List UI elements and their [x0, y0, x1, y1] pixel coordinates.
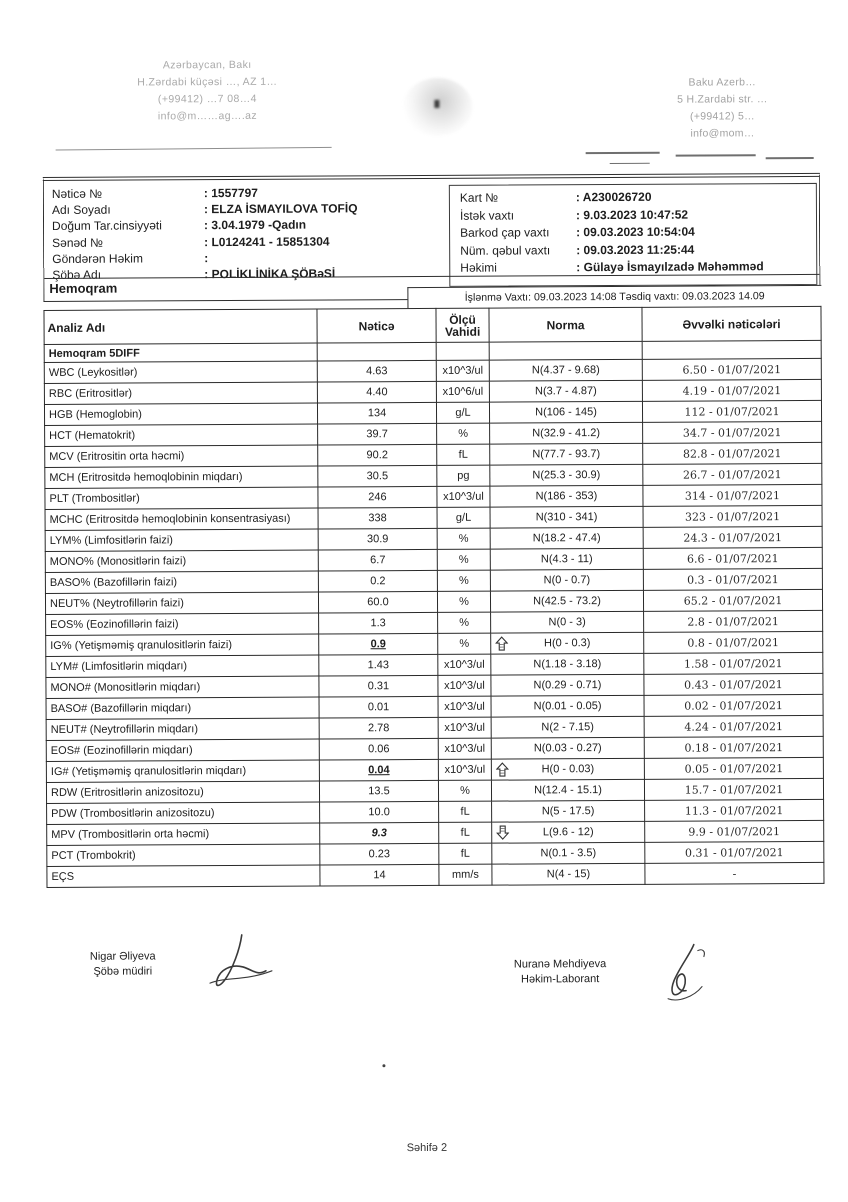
patient-fields: [52, 184, 358, 283]
result-cell: 0.06: [319, 738, 438, 760]
unit-cell: %: [437, 549, 490, 570]
previous-result-cell: 0.02 - 01/07/2021: [644, 694, 823, 716]
norm-cell: [490, 590, 643, 612]
unit-cell: %: [437, 591, 490, 612]
previous-result-cell: 112 - 01/07/2021: [642, 400, 821, 422]
analysis-name-cell: LYM% (Limfositlərin faizi): [45, 529, 318, 551]
field-value: : 1557797: [203, 185, 258, 201]
previous-result-cell: -: [645, 862, 824, 884]
analysis-name-cell: HGB (Hemoglobin): [44, 403, 317, 425]
results-table: [43, 306, 824, 888]
norm-value: L(9.6 - 12): [542, 826, 594, 839]
result-cell: 0.31: [319, 675, 438, 697]
norm-cell: [491, 695, 644, 717]
high-flag-icon: [495, 636, 508, 651]
result-cell: 4.40: [317, 381, 436, 403]
scan-artifact-dash: [676, 154, 756, 156]
previous-result-cell: 6.50 - 01/07/2021: [642, 358, 821, 380]
norm-value: N(310 - 341): [535, 511, 598, 524]
result-cell: 338: [318, 507, 437, 529]
analysis-name-cell: RBC (Eritrositlər): [44, 382, 317, 404]
result-cell: 134: [317, 402, 436, 424]
field-label: Adı Soyadı: [51, 202, 111, 218]
norm-value: N(0.1 - 3.5): [540, 847, 597, 860]
header-previous: Əvvəlki nəticələri: [642, 306, 821, 341]
high-flag-icon: [496, 762, 509, 777]
unit-cell: %: [437, 423, 490, 444]
analysis-name-cell: NEUT# (Neytrofillərin miqdarı): [46, 718, 319, 740]
norm-cell: [490, 464, 643, 486]
unit-cell: x10^3/ul: [438, 696, 491, 717]
norm-cell: [490, 569, 643, 591]
norm-cell: [491, 758, 644, 780]
analysis-name-cell: NEUT% (Neytrofillərin faizi): [45, 592, 318, 614]
letterhead-left: [67, 56, 347, 125]
scan-artifact-line: [56, 147, 332, 151]
norm-cell: [492, 800, 645, 822]
field-label: Doğum Tar.cinsiyyəti: [52, 218, 162, 234]
norm-value: N(0.01 - 0.05): [533, 700, 602, 713]
unit-cell: %: [438, 633, 491, 654]
field-value: : 09.03.2023 11:25:44: [576, 242, 695, 257]
result-cell: 1.3: [319, 612, 438, 634]
norm-value: N(1.18 - 3.18): [533, 658, 602, 671]
previous-result-cell: 24.3 - 01/07/2021: [643, 526, 822, 548]
patient-field: [52, 249, 358, 267]
scan-artifact-dash: [766, 157, 814, 159]
result-cell: 60.0: [318, 591, 437, 613]
analysis-name-cell: BASO% (Bazofillərin faizi): [45, 571, 318, 593]
norm-cell: [492, 842, 645, 864]
result-cell: 90.2: [318, 444, 437, 466]
field-label: Kart №: [459, 190, 499, 205]
analysis-name-cell: HCT (Hematokrit): [45, 424, 318, 446]
field-label: Barkod çap vaxtı: [460, 225, 550, 240]
letterhead-line: H.Zərdabi küçəsi …, AZ 1…: [137, 75, 278, 89]
unit-cell: %: [438, 780, 491, 801]
process-timestamps: İşlənmə Vaxtı: 09.03.2023 14:08 Təsdiq vaxtı: 09.03.2023 14.09: [407, 285, 821, 308]
signature-block-left: [90, 949, 156, 979]
unit-cell: x10^3/ul: [437, 486, 490, 507]
norm-value: N(0.03 - 0.27): [533, 742, 602, 755]
norm-value: N(18.2 - 47.4): [532, 532, 601, 545]
unit-cell: fL: [439, 822, 492, 843]
norm-value: N(12.4 - 15.1): [534, 784, 602, 797]
analysis-name-cell: IG% (Yetişməmiş qranulositlərin faizi): [46, 634, 319, 656]
analysis-name-cell: EOS% (Eozinofillərin faizi): [46, 613, 319, 635]
unit-cell: x10^6/ul: [436, 381, 489, 402]
previous-result-cell: 0.3 - 01/07/2021: [643, 568, 822, 590]
analysis-name-cell: WBC (Leykositlər): [44, 361, 317, 383]
norm-value: N(77.7 - 93.7): [532, 448, 601, 461]
result-cell: 0.01: [319, 696, 438, 718]
norm-value: N(3.7 - 4.87): [535, 385, 597, 398]
previous-result-cell: 34.7 - 01/07/2021: [643, 421, 822, 443]
norm-value: N(5 - 17.5): [541, 805, 595, 818]
visit-info-box: [449, 183, 818, 287]
norm-cell: [492, 863, 645, 885]
analysis-name-cell: BASO# (Bazofillərin miqdarı): [46, 697, 319, 719]
unit-cell: %: [437, 570, 490, 591]
result-cell: 6.7: [318, 549, 437, 571]
visit-field: [460, 188, 816, 207]
result-cell: 4.63: [317, 360, 436, 382]
field-value: : 09.03.2023 10:54:04: [576, 224, 695, 240]
norm-cell: [491, 653, 644, 675]
signature-block-right: [514, 957, 606, 987]
patient-field: [52, 184, 358, 202]
header-result: Nəticə: [317, 308, 436, 343]
unit-cell: pg: [437, 465, 490, 486]
unit-cell: x10^3/ul: [436, 360, 489, 381]
field-value: : 3.04.1979 -Qadın: [203, 218, 307, 233]
unit-cell: mm/s: [439, 864, 492, 885]
letterhead-logo-smudge: [402, 78, 472, 136]
norm-value: N(0.29 - 0.71): [533, 679, 602, 692]
unit-cell: x10^3/ul: [438, 759, 491, 780]
letterhead-line: (+99412) 5…: [689, 110, 755, 123]
scan-artifact-dot: [382, 1064, 385, 1067]
norm-value: N(2 - 7.15): [541, 721, 594, 734]
unit-cell: fL: [439, 801, 492, 822]
field-label: Nəticə №: [51, 186, 103, 201]
previous-result-cell: 6.6 - 01/07/2021: [643, 547, 822, 569]
previous-result-cell: 15.7 - 01/07/2021: [644, 778, 823, 800]
norm-cell: [492, 821, 645, 843]
signer-name: Nigar Əliyeva: [89, 950, 156, 963]
header-unit: Ölçü Vahidi: [436, 308, 489, 342]
visit-field: [460, 223, 816, 242]
norm-cell: [490, 485, 643, 507]
field-label: Sənəd №: [52, 235, 104, 250]
norm-value: N(186 - 353): [535, 490, 598, 503]
previous-result-cell: 82.8 - 01/07/2021: [643, 442, 822, 464]
norm-cell: [489, 359, 642, 381]
result-cell: 10.0: [320, 801, 439, 823]
unit-cell: %: [437, 528, 490, 549]
previous-result-cell: 4.24 - 01/07/2021: [644, 715, 823, 737]
unit-cell: g/L: [436, 402, 489, 423]
letterhead-line: Azərbaycan, Bakı: [162, 58, 252, 72]
norm-cell: [491, 779, 644, 801]
letterhead-line: (+99412) …7 08…4: [157, 92, 257, 106]
analysis-name-cell: LYM# (Limfositlərin miqdarı): [46, 655, 319, 677]
signature-scribble: [202, 933, 282, 995]
norm-value: N(0 - 3): [548, 616, 586, 629]
norm-value: H(0 - 0.3): [543, 637, 591, 650]
result-cell: 14: [320, 864, 439, 886]
previous-result-cell: 0.8 - 01/07/2021: [644, 631, 823, 653]
field-value: : A230026720: [575, 189, 652, 205]
section-title: Hemoqram: [49, 280, 118, 296]
unit-cell: g/L: [437, 507, 490, 528]
previous-result-cell: 26.7 - 01/07/2021: [643, 463, 822, 485]
norm-cell: [490, 422, 643, 444]
scan-artifact-dash: [586, 152, 660, 154]
signer-title: Həkim-Laborant: [520, 973, 600, 986]
unit-cell: fL: [437, 444, 490, 465]
header-norm: Norma: [489, 307, 642, 342]
norm-value: N(25.3 - 30.9): [532, 469, 601, 482]
result-cell: 0.2: [318, 570, 437, 592]
field-label: Həkimi: [460, 260, 497, 275]
visit-field: [460, 205, 816, 224]
norm-cell: [490, 506, 643, 528]
unit-cell: fL: [439, 843, 492, 864]
previous-result-cell: 0.05 - 01/07/2021: [644, 757, 823, 779]
signer-title: Şöbə müdiri: [93, 965, 153, 978]
letterhead-line: 5 H.Zardabi str. …: [677, 93, 768, 106]
signature-scribble: [650, 940, 714, 1008]
result-cell: 0.9: [319, 633, 438, 655]
result-cell: 0.23: [320, 843, 439, 865]
table-header-row: [44, 306, 821, 344]
analysis-name-cell: MCHC (Eritrositdə hemoqlobinin konsentrasiyası): [45, 508, 318, 530]
norm-cell: [489, 380, 642, 402]
result-cell: 2.78: [319, 717, 438, 739]
norm-cell: [491, 737, 644, 759]
analysis-name-cell: MONO% (Monositlərin faizi): [45, 550, 318, 572]
field-value: : POLİKLİNİKA ŞÖBəSİ: [204, 266, 336, 282]
previous-result-cell: 0.18 - 01/07/2021: [644, 736, 823, 758]
analysis-name-cell: MPV (Trombositlərin orta həcmi): [47, 823, 320, 845]
result-cell: 30.5: [318, 465, 437, 487]
letterhead-line: Baku Azerb…: [688, 76, 757, 89]
result-cell: 0.04: [319, 759, 438, 781]
previous-result-cell: 314 - 01/07/2021: [643, 484, 822, 506]
result-cell: 246: [318, 486, 437, 508]
field-label: Nüm. qəbul vaxtı: [460, 242, 551, 258]
analysis-name-cell: MCV (Eritrositin orta həcmi): [45, 445, 318, 467]
field-value: : L0124241 - 15851304: [204, 234, 330, 249]
low-flag-icon: [496, 825, 509, 840]
previous-result-cell: 9.9 - 01/07/2021: [645, 820, 824, 842]
unit-cell: x10^3/ul: [438, 738, 491, 759]
group-label: Hemoqram 5DIFF: [44, 343, 317, 362]
unit-cell: %: [438, 612, 491, 633]
section-band: [44, 274, 819, 304]
analysis-name-cell: MONO# (Monositlərin miqdarı): [46, 676, 319, 698]
norm-cell: [490, 443, 643, 465]
analysis-name-cell: RDW (Eritrositlərin anizositozu): [46, 781, 319, 803]
unit-cell: x10^3/ul: [438, 675, 491, 696]
signer-name: Nuranə Mehdiyeva: [513, 958, 607, 971]
scan-artifact-dash: [610, 163, 650, 164]
previous-result-cell: 323 - 01/07/2021: [643, 505, 822, 527]
field-value: : ELZA İSMAYILOVA TOFİQ: [203, 201, 358, 217]
patient-field: [52, 201, 358, 219]
previous-result-cell: 4.19 - 01/07/2021: [642, 379, 821, 401]
norm-cell: [489, 401, 642, 423]
result-cell: 1.43: [319, 654, 438, 676]
analysis-name-cell: EOS# (Eozinofillərin miqdarı): [46, 739, 319, 761]
analysis-name-cell: PDW (Trombositlərin anizositozu): [47, 802, 320, 824]
analysis-name-cell: PCT (Trombokrit): [47, 844, 320, 866]
norm-cell: [491, 716, 644, 738]
norm-value: N(4.3 - 11): [540, 553, 593, 566]
previous-result-cell: 2.8 - 01/07/2021: [644, 610, 823, 632]
norm-cell: [491, 674, 644, 696]
norm-cell: [491, 632, 644, 654]
norm-value: N(42.5 - 73.2): [533, 595, 601, 608]
patient-field: [52, 217, 358, 235]
header-analysis: Analiz Adı: [44, 309, 317, 344]
norm-cell: [490, 548, 643, 570]
unit-cell: x10^3/ul: [438, 717, 491, 738]
result-cell: 39.7: [318, 423, 437, 445]
norm-value: N(0 - 0.7): [543, 574, 591, 587]
norm-value: N(4 - 15): [546, 868, 591, 881]
previous-result-cell: 11.3 - 01/07/2021: [645, 799, 824, 821]
previous-result-cell: 65.2 - 01/07/2021: [643, 589, 822, 611]
previous-result-cell: 0.31 - 01/07/2021: [645, 841, 824, 863]
analysis-name-cell: IG# (Yetişməmiş qranulositlərin miqdarı): [46, 760, 319, 782]
field-value: : 9.03.2023 10:47:52: [575, 207, 689, 222]
visit-field: [460, 240, 816, 259]
result-cell: 9.3: [320, 822, 439, 844]
norm-cell: [490, 527, 643, 549]
field-value: : Gülayə İsmayılzadə Məhəmməd: [576, 259, 764, 275]
norm-value: N(106 - 145): [535, 406, 597, 419]
analysis-name-cell: EÇS: [47, 865, 320, 887]
field-label: İstək vaxtı: [459, 208, 515, 223]
previous-result-cell: 1.58 - 01/07/2021: [644, 652, 823, 674]
letterhead-line: info@mom…: [690, 127, 755, 140]
patient-info-box: [43, 173, 821, 302]
norm-cell: [491, 611, 644, 633]
page-number: Səhifə 2: [406, 1141, 448, 1155]
unit-cell: x10^3/ul: [438, 654, 491, 675]
field-label: Şöbə Adı: [52, 267, 102, 282]
patient-field: [52, 233, 358, 251]
norm-value: N(4.37 - 9.68): [531, 364, 600, 377]
field-value: :: [204, 250, 209, 265]
letterhead-line: info@m……ag….az: [157, 109, 258, 123]
previous-result-cell: 0.43 - 01/07/2021: [644, 673, 823, 695]
norm-value: H(0 - 0.03): [541, 763, 595, 776]
table-row: [47, 862, 824, 887]
analysis-name-cell: MCH (Eritrositdə hemoqlobinin miqdarı): [45, 466, 318, 488]
analysis-name-cell: PLT (Trombositlər): [45, 487, 318, 509]
letterhead-right: [612, 74, 832, 143]
field-label: Göndərən Həkim: [52, 251, 143, 266]
result-cell: 30.9: [318, 528, 437, 550]
norm-value: N(32.9 - 41.2): [532, 427, 601, 440]
result-cell: 13.5: [319, 780, 438, 802]
